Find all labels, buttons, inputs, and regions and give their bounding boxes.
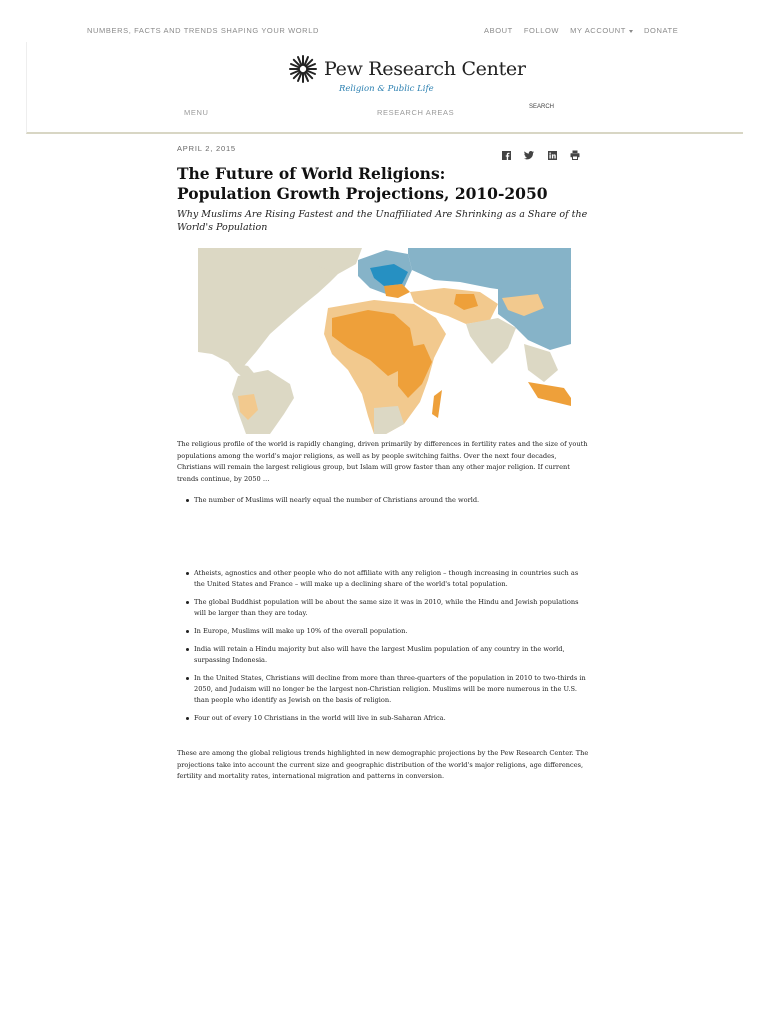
world-religion-map: [198, 248, 571, 434]
list-item: The global Buddhist population will be about the same size it was in 2010, while the Hindu and Jewish populations will be larger than they are today.: [185, 597, 591, 619]
closing-paragraph: These are among the global religious trends highlighted in new demographic projections by the Pew Research Center. The projections take into account the current size and geographic distribution of the world's major religions, age differences, fertility and mortality rates, international migration and patterns in conversion.: [177, 749, 589, 780]
article-date: APRIL 2, 2015: [177, 144, 236, 153]
site-logo[interactable]: [288, 54, 526, 84]
list-item: In Europe, Muslims will make up 10% of the overall population.: [185, 626, 591, 637]
site-tagline: NUMBERS, FACTS AND TRENDS SHAPING YOUR WORLD: [87, 26, 319, 35]
bullet-list-first: [185, 495, 591, 506]
research-areas-link[interactable]: RESEARCH AREAS: [377, 108, 455, 117]
pew-logo-icon: [288, 54, 318, 84]
my-account-dropdown[interactable]: [570, 26, 633, 35]
follow-link[interactable]: FOLLOW: [523, 26, 560, 35]
article-title-line1: The Future of World Religions:: [177, 164, 446, 183]
linkedin-icon[interactable]: [547, 150, 557, 160]
list-item: The number of Muslims will nearly equal the number of Christians around the world.: [185, 495, 591, 506]
search-button[interactable]: SEARCH: [529, 104, 555, 110]
intro-paragraph: The religious profile of the world is rapidly changing, driven primarily by differences in fertility rates and the size of youth populations among the world's major religions, as well as by people switching faiths. Over the next four decades, Christians will remain the largest religious group, but Islam will grow faster than any other major religion. If current trends continue, by 2050 …: [177, 440, 588, 483]
list-item: Atheists, agnostics and other people who do not affiliate with any religion – though increasing in countries such as the United States and France – will make up a declining share of the world's total population.: [185, 568, 591, 590]
print-icon[interactable]: [570, 150, 580, 160]
twitter-icon[interactable]: [524, 150, 534, 160]
article-title-line2: Population Growth Projections, 2010-2050: [177, 184, 548, 203]
caret-down-icon: [629, 30, 633, 33]
my-account-label: MY ACCOUNT: [570, 26, 626, 35]
list-item: India will retain a Hindu majority but also will have the largest Muslim population of any country in the world, surpassing Indonesia.: [185, 644, 591, 666]
menu-button[interactable]: MENU: [184, 108, 209, 117]
donate-link[interactable]: DONATE: [644, 26, 679, 35]
list-item: Four out of every 10 Christians in the world will live in sub-Saharan Africa.: [185, 713, 591, 724]
utility-nav: [484, 26, 678, 35]
article-subtitle: Why Muslims Are Rising Fastest and the Unaffiliated Are Shrinking as a Share of the World's Population: [177, 209, 588, 233]
article-title: [177, 164, 597, 204]
list-item: In the United States, Christians will decline from more than three-quarters of the population in 2010 to two-thirds in 2050, and Judaism will no longer be the largest non-Christian religion. Muslims will be more numerous in the U.S. than people who identify as Jewish on the basis of religion.: [185, 673, 591, 706]
section-subbrand[interactable]: Religion & Public Life: [339, 84, 434, 94]
facebook-icon[interactable]: [501, 150, 511, 160]
about-link[interactable]: ABOUT: [484, 26, 513, 35]
share-toolbar: [501, 150, 580, 160]
logo-text: Pew Research Center: [324, 58, 526, 80]
bullet-list-second: [185, 568, 591, 731]
